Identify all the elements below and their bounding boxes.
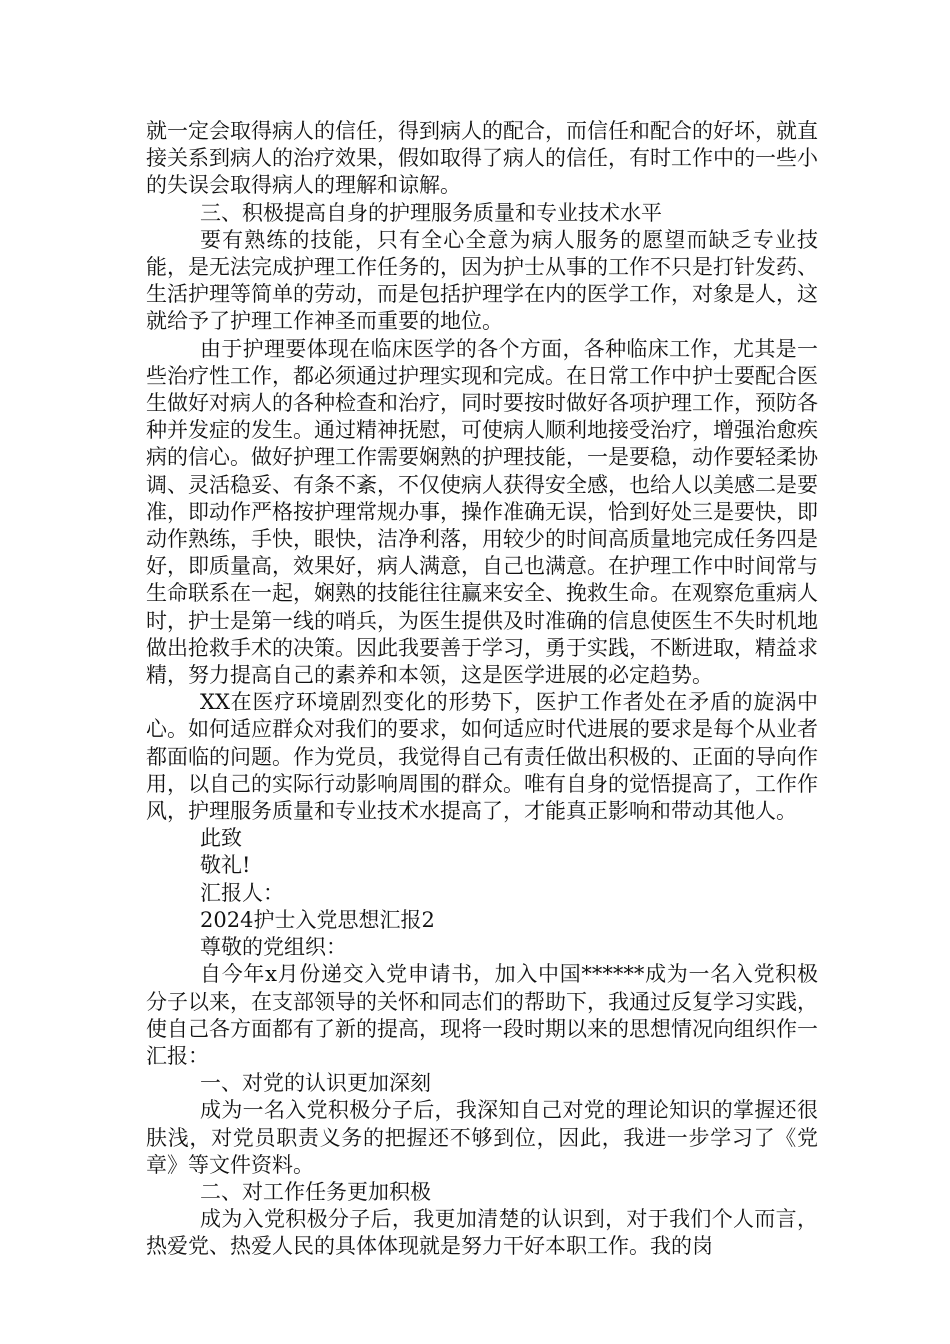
section-heading-one: 一、对党的认识更加深刻	[200, 1071, 431, 1096]
closing-salutation: 此致	[200, 826, 242, 851]
paragraph: 自今年x月份递交入党申请书，加入中国******成为一名入党积极分子以来，在支部领导的关怀和同志们的帮助下，我通过反复学习实践，使自己各方面都有了新的提高，现将一段时期以来的思想情况向组织作一汇报：	[146, 962, 818, 1068]
paragraph: 成为入党积极分子后，我更加清楚的认识到，对于我们个人而言，热爱党、热爱人民的具体体现就是努力干好本职工作。我的岗	[146, 1207, 818, 1259]
section-heading-two: 二、对工作任务更加积极	[200, 1179, 431, 1204]
paragraph: 就一定会取得病人的信任，得到病人的配合，而信任和配合的好坏，就直接关系到病人的治疗效果，假如取得了病人的信任，有时工作中的一些小的失误会取得病人的理解和谅解。	[146, 119, 818, 198]
reporter-label: 汇报人：	[200, 880, 284, 905]
paragraph: 成为一名入党积极分子后，我深知自己对党的理论知识的掌握还很肤浅，对党员职责义务的把握还不够到位，因此，我进一步学习了《党章》等文件资料。	[146, 1098, 818, 1177]
document-title: 2024护士入党思想汇报2	[200, 907, 435, 932]
paragraph: XX在医疗环境剧烈变化的形势下，医护工作者处在矛盾的旋涡中心。如何适应群众对我们的要求，如何适应时代进展的要求是每个从业者都面临的问题。作为党员，我觉得自己有责任做出积极的、正面的导向作用，以自己的实际行动影响周围的群众。唯有自身的觉悟提高了，工作作风，护理服务质量和专业技术水提高了，才能真正影响和带动其他人。	[146, 690, 818, 824]
paragraph: 要有熟练的技能，只有全心全意为病人服务的愿望而缺乏专业技能，是无法完成护理工作任务的，因为护士从事的工作不只是打针发药、生活护理等简单的劳动，而是包括护理学在内的医学工作，对象是人，这就给予了护理工作神圣而重要的地位。	[146, 227, 818, 334]
section-heading-three: 三、积极提高自身的护理服务质量和专业技术水平	[200, 200, 662, 225]
closing-respect: 敬礼!	[200, 853, 251, 878]
greeting: 尊敬的党组织：	[200, 935, 347, 960]
paragraph: 由于护理要体现在临床医学的各个方面，各种临床工作，尤其是一些治疗性工作，都必须通过护理实现和完成。在日常工作中护士要配合医生做好对病人的各种检查和治疗，同时要按时做好各项护理工作，预防各种并发症的发生。通过精神抚慰，可使病人顺利地接受治疗，增强治愈疾病的信心。做好护理工作需要娴熟的护理技能，一是要稳，动作要轻柔协调、灵活稳妥、有条不紊，不仅使病人获得安全感，也给人以美感二是要准，即动作严格按护理常规办事，操作准确无误，恰到好处三是要快，即动作熟练，手快，眼快，洁净利落，用较少的时间高质量地完成任务四是好，即质量高，效果好，病人满意，自己也满意。在护理工作中时间常与生命联系在一起，娴熟的技能往往赢来安全、挽救生命。在观察危重病人时，护士是第一线的哨兵，为医生提供及时准确的信息使医生不失时机地做出抢救手术的决策。因此我要善于学习，勇于实践，不断进取，精益求精，努力提高自己的素养和本领，这是医学进展的必定趋势。	[146, 336, 818, 688]
document-body	[146, 118, 818, 1261]
